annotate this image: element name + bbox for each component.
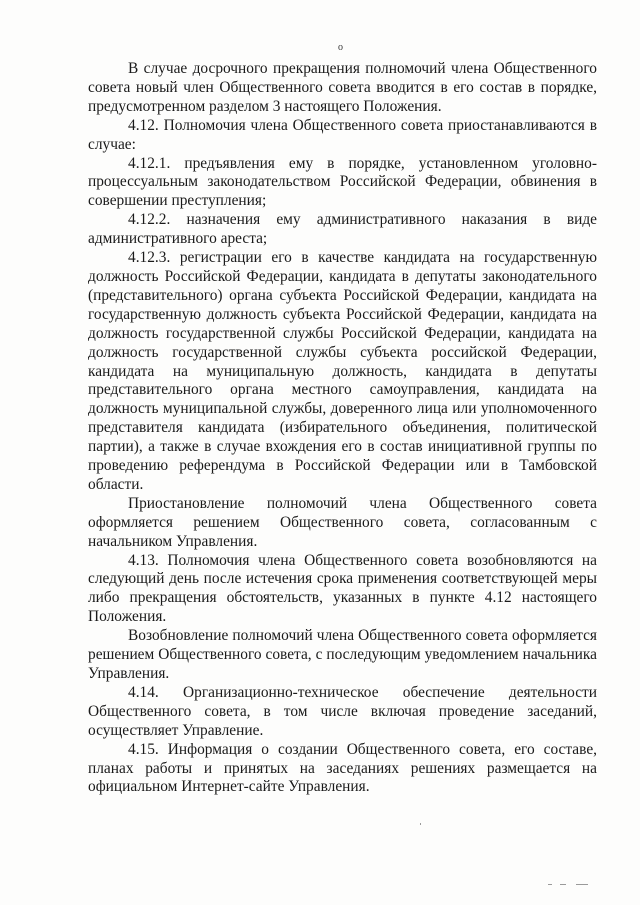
scan-speck (560, 884, 566, 885)
scan-speck (548, 884, 552, 885)
paragraph-4-13: 4.13. Полномочия члена Общественного совета возобновляются на следующий день после истечения срока применения соответствующей меры либо прекращения обстоятельств, указанных в пункте 4.12 настоящего Положения. (88, 551, 597, 626)
document-body (88, 60, 597, 797)
paragraph-4-15: 4.15. Информация о создании Общественного совета, его составе, планах работы и принятых на заседаниях решениях размещается на официальном Интернет-сайте Управления. (88, 740, 597, 796)
paragraph-4-12: 4.12. Полномочия члена Общественного совета приостанавливаются в случае: (88, 116, 597, 153)
paragraph-4-12-1: 4.12.1. предъявления ему в порядке, установленном уголовно-процессуальным законодательством Российской Федерации, обвинения в совершении преступления; (88, 154, 597, 210)
paragraph-suspension-formalization: Приостановление полномочий члена Общественного совета оформляется решением Общественного совета, согласованным с начальником Управления. (88, 494, 597, 550)
paragraph-early-termination: В случае досрочного прекращения полномочий члена Общественного совета новый член Общественного совета вводится в его состав в порядке, предусмотренном разделом 3 настоящего Положения. (88, 60, 597, 115)
scan-speck (420, 823, 421, 825)
paragraph-4-12-2: 4.12.2. назначения ему административного наказания в виде административного ареста; (88, 211, 597, 248)
scan-speck (576, 884, 588, 885)
paragraph-4-12-3: 4.12.3. регистрации его в качестве кандидата на государственную должность Российской Федерации, кандидата в депутаты законодательного (представительного) органа субъекта Российской Федерации, кандидата на государственную должность субъекта Российской Федерации, кандидата на должность государственной службы Российской Федерации, кандидата на должность государственной службы субъекта российской Федерации, кандидата на муниципальную должность, кандидата в депутаты представительного органа местного самоуправления, кандидата на должность муниципальной службы, доверенного лица или уполномоченного представителя кандидата (избирательного объединения, политической партии), а также в случае вхождения его в состав инициативной группы по проведению референдума в Российской Федерации или в Тамбовской области. (88, 249, 597, 493)
top-mark: о (338, 42, 343, 53)
paragraph-resumption-formalization: Возобновление полномочий члена Общественного совета оформляется решением Общественного совета, с последующим уведомлением начальника Управления. (88, 627, 597, 682)
paragraph-4-14: 4.14. Организационно-техническое обеспечение деятельности Общественного совета, в том числе включая проведение заседаний, осуществляет Управление. (88, 683, 597, 739)
